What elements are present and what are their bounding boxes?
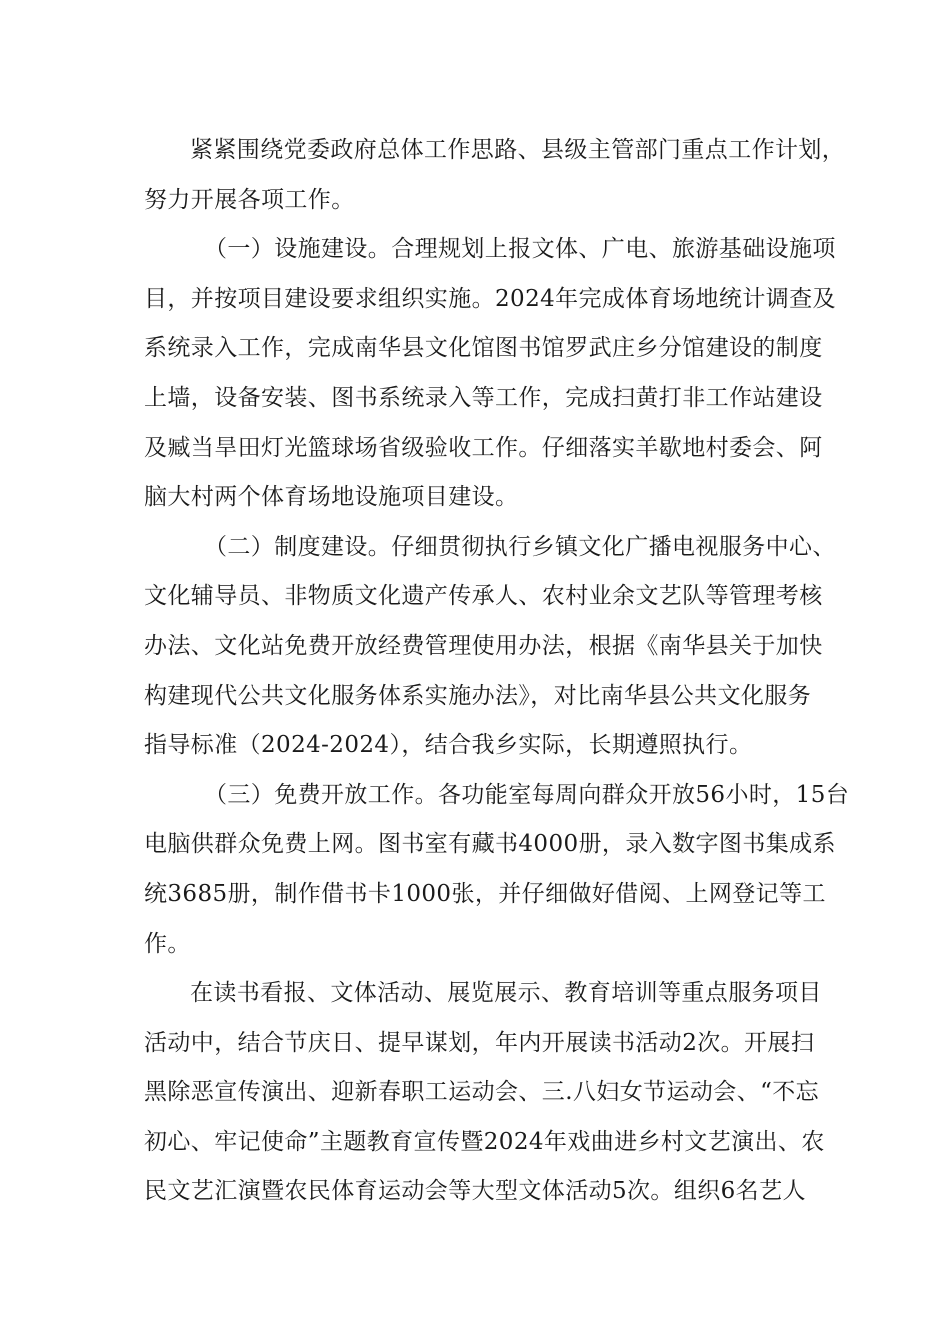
text-line: 系统录入工作，完成南华县文化馆图书馆罗武庄乡分馆建设的制度: [144, 335, 823, 362]
text-line: 黑除恶宣传演出、迎新春职工运动会、三.八妇女节运动会、“不忘: [144, 1079, 820, 1106]
text-line: 上墙，设备安装、图书系统录入等工作，完成扫黄打非工作站建设: [144, 384, 823, 411]
text-line: 活动中，结合节庆日、提早谋划，年内开展读书活动2次。开展扫: [144, 1029, 815, 1056]
text-line: 作。: [144, 930, 191, 957]
text-line: 民文艺汇演暨农民体育运动会等大型文体活动5次。组织6名艺人: [144, 1178, 806, 1205]
document-body: [144, 126, 850, 1217]
text-line-paragraph-systems: （二）制度建设。仔细贯彻执行乡镇文化广播电视服务中心、: [204, 533, 836, 560]
text-line: 统3685册，制作借书卡1000张，并仔细做好借阅、上网登记等工: [144, 880, 826, 907]
text-line-paragraph-free-opening: （三）免费开放工作。各功能室每周向群众开放56小时，15台: [204, 781, 850, 808]
text-line-paragraph-activities: 在读书看报、文体活动、展览展示、教育培训等重点服务项目: [190, 980, 822, 1007]
text-line: 办法、文化站免费开放经费管理使用办法，根据《南华县关于加快: [144, 632, 823, 659]
text-line-paragraph-facilities: （一）设施建设。合理规划上报文体、广电、旅游基础设施项: [204, 236, 836, 263]
text-line: 目，并按项目建设要求组织实施。2024年完成体育场地统计调查及: [144, 285, 836, 312]
text-line: 指导标准（2024-2024），结合我乡实际，长期遵照执行。: [144, 732, 753, 759]
text-line: 脑大村两个体育场地设施项目建设。: [144, 484, 519, 511]
text-line-paragraph-intro: 紧紧围绕党委政府总体工作思路、县级主管部门重点工作计划，: [190, 137, 846, 163]
text-line: 文化辅导员、非物质文化遗产传承人、农村业余文艺队等管理考核: [144, 583, 823, 610]
text-line: 努力开展各项工作。: [144, 186, 355, 213]
text-line: 电脑供群众免费上网。图书室有藏书4000册，录入数字图书集成系: [144, 831, 836, 858]
text-line: 初心、牢记使命”主题教育宣传暨2024年戏曲进乡村文艺演出、农: [144, 1128, 825, 1155]
text-line: 构建现代公共文化服务体系实施办法》，对比南华县公共文化服务: [144, 682, 812, 709]
text-line: 及臧当旱田灯光篮球场省级验收工作。仔细落实羊歇地村委会、阿: [144, 434, 823, 461]
